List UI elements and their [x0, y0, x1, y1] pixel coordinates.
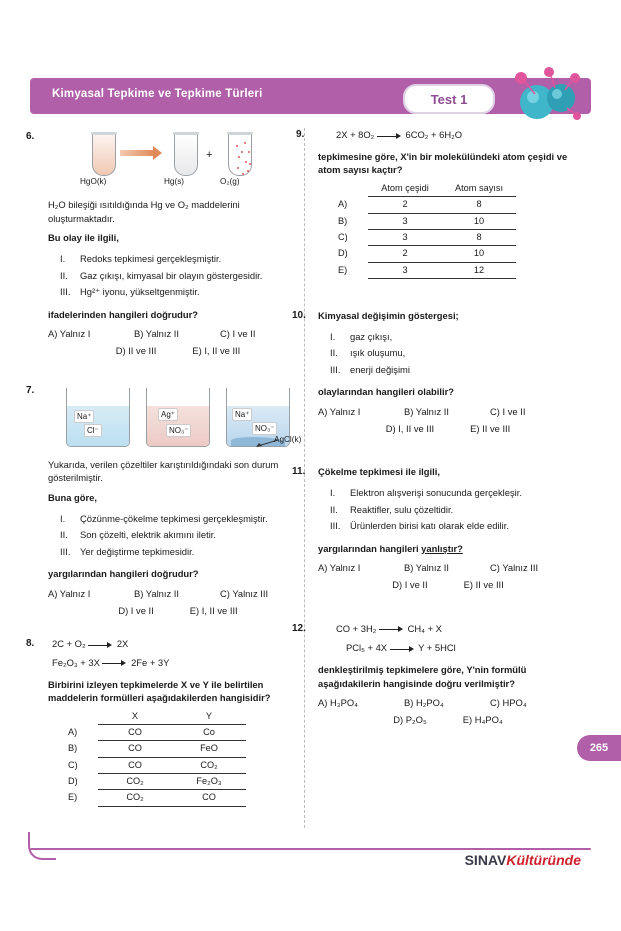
logo-text-2: Kültüründe: [506, 852, 581, 868]
footer-rule: [30, 848, 591, 850]
question-7-item-2: [60, 528, 308, 542]
equation-right: 2X: [116, 638, 129, 650]
option-a[interactable]: A) Yalnız I: [48, 588, 91, 599]
question-8-equation-2: [52, 656, 308, 670]
ion-no3-2: NO₃⁻: [252, 422, 277, 436]
o2-label: O₂(g): [220, 177, 240, 186]
option-c[interactable]: C) HPO₄: [490, 697, 527, 709]
tube-lip: [173, 132, 199, 135]
question-7-figure: [66, 384, 302, 452]
question-9-answer-table: [332, 181, 516, 279]
ion-ag: Ag⁺: [158, 408, 178, 422]
question-8-number: 8.: [26, 638, 35, 650]
question-7-item-3: [60, 545, 308, 559]
item-text: Son çözelti, elektrik akımını iletir.: [80, 529, 216, 541]
reaction-arrow-icon: [390, 645, 416, 653]
roman-numeral: III.: [330, 363, 341, 375]
table-header-row: [332, 181, 516, 197]
cell-type: 2: [368, 246, 442, 262]
right-column: [292, 128, 578, 738]
table-row[interactable]: [62, 741, 246, 757]
row-label: B): [338, 215, 348, 226]
roman-numeral: I.: [330, 486, 336, 498]
tube-lip: [227, 132, 253, 135]
equation-left: PCl₅ + 4X: [346, 642, 388, 654]
option-a[interactable]: A) Yalnız I: [318, 562, 361, 574]
header-title: Kimyasal Tepkime ve Tepkime Türleri: [52, 88, 263, 100]
item-text: Çözünme-çökelme tepkimesi gerçekleşmiştir.: [80, 512, 268, 524]
question-10-stem: Kimyasal değişimin göstergesi;: [318, 309, 459, 321]
cell-count: 8: [442, 197, 516, 213]
row-label: E): [338, 264, 348, 275]
cell-count: 10: [442, 213, 516, 229]
table-row[interactable]: [332, 262, 516, 278]
option-b[interactable]: B) Yalnız II: [404, 562, 449, 574]
question-7-item-1: [60, 512, 308, 526]
roman-numeral: III.: [60, 545, 71, 557]
item-text: gaz çıkışı,: [350, 330, 393, 342]
cell-count: 10: [442, 246, 516, 262]
option-c[interactable]: C) Yalnız III: [220, 588, 269, 599]
question-12-equation-1: [336, 622, 578, 636]
question-6-item-2: [60, 269, 308, 283]
roman-numeral: I.: [330, 330, 336, 342]
row-label: A): [338, 199, 348, 210]
cell-x: CO₂: [98, 790, 172, 806]
question-7-stem: Yukarıda, verilen çözeltiler karıştırıldığındaki son durum gösterilmiştir.: [48, 458, 279, 484]
page-header: [30, 78, 591, 114]
option-a[interactable]: A) Yalnız I: [48, 328, 91, 340]
table-row[interactable]: [332, 213, 516, 229]
roman-numeral: I.: [60, 252, 66, 264]
cell-x: CO: [98, 741, 172, 757]
question-11: [292, 465, 578, 591]
question-11-item-1: [330, 486, 578, 500]
logo-text-1: SINAV: [464, 852, 507, 868]
question-12-number: 12.: [292, 622, 306, 634]
row-label: C): [68, 759, 78, 770]
equation-left: CO + 3H₂: [336, 622, 377, 634]
question-9: [296, 128, 578, 279]
option-e[interactable]: E) H₄PO₄: [462, 713, 503, 725]
item-text: Yer değiştirme tepkimesidir.: [80, 545, 195, 557]
question-6-stem2: Bu olay ile ilgili,: [48, 232, 119, 244]
table-row[interactable]: [62, 774, 246, 790]
question-11-item-2: [330, 503, 578, 517]
question-11-options: [318, 561, 578, 591]
question-7-number: 7.: [26, 384, 35, 396]
question-emphasis: yanlıştır?: [421, 542, 463, 554]
question-7: [26, 384, 308, 618]
option-c[interactable]: C) I ve II: [220, 328, 256, 340]
option-c[interactable]: C) Yalnız III: [490, 562, 539, 574]
question-8-equation-1: [52, 637, 308, 651]
question-9-number: 9.: [296, 129, 305, 140]
question-9-stem: tepkimesine göre, X'in bir molekülündeki atom çeşidi ve atom sayısı kaçtır?: [318, 150, 568, 176]
question-6-number: 6.: [26, 131, 35, 142]
question-11-stem: Çökelme tepkimesi ile ilgili,: [318, 466, 440, 478]
item-text: Elektron alışverişi sonucunda gerçekleşir.: [350, 486, 522, 498]
equation-right: 6CO₂ + 6H₂O: [405, 129, 463, 140]
table-row[interactable]: [332, 229, 516, 245]
item-text: Hg²⁺ iyonu, yükseltgenmiştir.: [80, 286, 200, 298]
question-6-question: ifadelerinden hangileri doğrudur?: [48, 308, 199, 320]
question-12-stem: denkleştirilmiş tepkimelere göre, Y'nin formülü aşağıdakilerin hangisinde doğru verilmiştir?: [318, 663, 527, 689]
hg-label: Hg(s): [164, 177, 185, 186]
o2-tube: [228, 134, 252, 176]
row-label: A): [68, 727, 78, 738]
row-label: C): [338, 231, 348, 242]
question-8-answer-table: [62, 709, 246, 807]
option-b[interactable]: B) H₂PO₄: [404, 697, 444, 709]
option-d[interactable]: D) I, II ve III: [385, 422, 435, 434]
reaction-arrow-icon: [102, 659, 128, 667]
option-e[interactable]: E) I, II ve III: [192, 345, 241, 356]
reaction-arrow-icon: [120, 150, 154, 156]
equation-right: CH₄ + X: [407, 622, 442, 634]
left-column: [26, 128, 308, 819]
publisher-logo: [465, 852, 581, 868]
equation-right: 2Fe + 3Y: [131, 656, 170, 668]
question-6-figure: [78, 130, 288, 192]
equation-left: 2X + 8O₂: [336, 129, 375, 140]
option-b[interactable]: B) Yalnız II: [134, 328, 179, 340]
test-badge: Test 1: [403, 84, 495, 114]
question-6-item-3: [60, 285, 308, 299]
reaction-arrow-icon: [377, 132, 403, 140]
question-12-equation-2: [346, 641, 578, 655]
option-e[interactable]: E) II ve III: [470, 422, 511, 434]
table-row[interactable]: [62, 757, 246, 773]
option-d[interactable]: D) P₂O₅: [393, 713, 427, 725]
option-b[interactable]: B) Yalnız II: [404, 406, 449, 418]
option-d[interactable]: D) II ve III: [115, 345, 157, 356]
cell-count: 12: [442, 262, 516, 278]
col-header-atom-type: Atom çeşidi: [368, 181, 442, 197]
hgo-label: HgO(k): [80, 177, 107, 186]
hg-tube: [174, 134, 198, 176]
question-10-item-2: [330, 346, 578, 360]
cell-type: 3: [368, 213, 442, 229]
question-12-options: [318, 696, 578, 726]
roman-numeral: I.: [60, 512, 66, 524]
cell-count: 8: [442, 229, 516, 245]
roman-numeral: III.: [60, 286, 71, 298]
page-number-badge: 265: [577, 735, 621, 761]
roman-numeral: II.: [60, 529, 68, 541]
question-7-options: [48, 587, 308, 617]
item-text: Redoks tepkimesi gerçekleşmiştir.: [80, 252, 222, 264]
roman-numeral: II.: [60, 269, 68, 281]
equation-right: Y + 5HCl: [418, 642, 456, 654]
question-11-number: 11.: [292, 466, 306, 478]
question-10-question: olaylarından hangileri olabilir?: [318, 386, 454, 398]
table-row[interactable]: [332, 197, 516, 213]
ion-na-2: Na⁺: [232, 408, 252, 422]
hgo-tube: [92, 134, 116, 176]
question-6: [26, 130, 308, 358]
ion-na-1: Na⁺: [74, 410, 94, 424]
table-row[interactable]: [62, 725, 246, 741]
option-b[interactable]: B) Yalnız II: [134, 588, 179, 599]
question-10: [292, 309, 578, 435]
cell-y: Fe₂O₃: [172, 774, 246, 790]
roman-numeral: II.: [330, 503, 338, 515]
item-text: Gaz çıkışı, kimyasal bir olayın göstergesidir.: [80, 269, 263, 281]
row-label: B): [68, 743, 78, 754]
cell-y: CO: [172, 790, 246, 806]
option-d[interactable]: D) I ve II: [392, 579, 428, 591]
molecule-icon: [497, 64, 583, 130]
question-9-equation: [336, 128, 578, 142]
cell-type: 3: [368, 262, 442, 278]
question-8: [26, 637, 308, 807]
option-e[interactable]: E) I, II ve III: [189, 604, 238, 616]
reaction-arrow-icon: [379, 625, 405, 633]
ion-cl: Cl⁻: [84, 424, 102, 438]
option-a[interactable]: A) H₃PO₄: [318, 697, 358, 709]
footer-curve: [28, 832, 56, 860]
col-header-x: X: [98, 709, 172, 725]
question-8-stem: Birbirini izleyen tepkimelerde X ve Y ile belirtilen maddelerin formülleri aşağıdakilerden hangisidir?: [48, 678, 271, 704]
item-text: enerji değişimi: [350, 363, 410, 375]
cell-type: 3: [368, 229, 442, 245]
tube-lip: [91, 132, 117, 135]
equation-left: 2C + O₂: [52, 638, 86, 650]
question-6-options: [48, 327, 308, 357]
cell-x: CO₂: [98, 774, 172, 790]
cell-y: FeO: [172, 741, 246, 757]
question-10-number: 10.: [292, 309, 306, 321]
row-label: E): [68, 792, 78, 803]
option-a[interactable]: A) Yalnız I: [318, 406, 361, 418]
roman-numeral: III.: [330, 520, 341, 532]
cell-y: CO₂: [172, 757, 246, 773]
option-c[interactable]: C) I ve II: [490, 406, 526, 418]
option-d[interactable]: D) I ve II: [118, 604, 154, 616]
equation-left: Fe₂O₃ + 3X: [52, 656, 100, 668]
table-header-row: [62, 709, 246, 725]
question-11-item-3: [330, 519, 578, 533]
question-6-item-1: [60, 252, 308, 266]
item-text: ışık oluşumu,: [350, 347, 406, 359]
agcl-label: AgCl(k): [274, 434, 302, 444]
question-12: [292, 622, 578, 727]
table-row[interactable]: [332, 246, 516, 262]
item-text: Reaktifler, sulu çözeltidir.: [350, 503, 454, 515]
plus-sign: +: [206, 149, 213, 161]
col-header-y: Y: [172, 709, 246, 725]
cell-type: 2: [368, 197, 442, 213]
question-7-question: yargılarından hangileri doğrudur?: [48, 568, 199, 580]
question-10-item-3: [330, 363, 578, 377]
gas-dots-icon: [233, 139, 247, 171]
question-7-stem2: Buna göre,: [48, 491, 97, 503]
cell-x: CO: [98, 757, 172, 773]
question-10-options: [318, 405, 578, 435]
roman-numeral: II.: [330, 347, 338, 359]
table-row[interactable]: [62, 790, 246, 806]
item-text: Ürünlerden birisi katı olarak elde edilir.: [350, 520, 509, 532]
row-label: D): [338, 248, 348, 259]
cell-x: CO: [98, 725, 172, 741]
ion-no3-1: NO₃⁻: [166, 424, 191, 438]
option-e[interactable]: E) II ve III: [463, 579, 504, 591]
question-6-stem: H₂O bileşiği ısıtıldığında Hg ve O₂ maddelerini oluşturmaktadır.: [48, 199, 240, 224]
row-label: D): [68, 776, 78, 787]
cell-y: Co: [172, 725, 246, 741]
reaction-arrow-icon: [88, 641, 114, 649]
col-header-atom-count: Atom sayısı: [442, 181, 516, 197]
question-text: yargılarından hangileri: [318, 542, 422, 554]
question-10-item-1: [330, 330, 578, 344]
question-11-question: [318, 542, 578, 556]
